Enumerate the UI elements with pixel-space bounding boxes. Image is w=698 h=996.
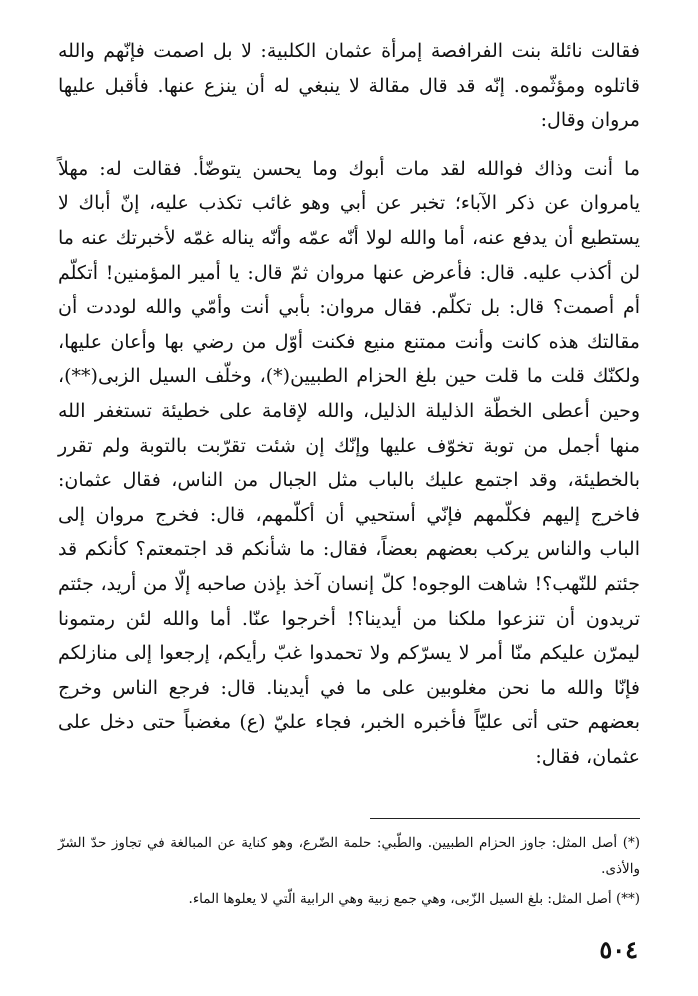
- page-number: ٥٠٤: [599, 935, 638, 964]
- main-text: [58, 34, 640, 774]
- paragraph-2: ما أنت وذاك فوالله لقد مات أبوك وما يحسن يتوضّأ. فقالت له: مهلاً يامروان عن ذكر الآباء؛ تخبر عن أبي وهو غائب تكذب عليه، إنّ أباك لا يستطيع أن يدفع عنه، أما والله لولا أنّه عمّه وأنّه يناله غمّه لأخبرتك عنه ما لن أكذب عليه. قال: فأعرض عنها مروان ثمّ قال: يا أمير المؤمنين! أتكلّم أم أصمت؟ قال: بل تكلّم. فقال مروان: بأبي أنت وأمّي والله لوددت أن مقالتك هذه كانت وأنت ممتنع منيع فكنت أوّل من رضي بها وأعان عليها، ولكنّك قلت ما قلت حين بلغ الحزام الطبيين(*)، وخلّف السيل الزبى(**)، وحين أعطى الخطّة الذليلة الذليل، والله لإقامة على خطيئة تستغفر الله منها أجمل من توبة تخوّف عليها وإنّك إن شئت تقرّبت بالتوبة ولم تقرر بالخطيئة، وقد اجتمع عليك بالباب مثل الجبال من الناس، فقال عثمان: فاخرج إليهم فكلّمهم فإنّي أستحيي أن أكلّمهم، قال: فخرج مروان إلى الباب والناس يركب بعضهم بعضاً، فقال: ما شأنكم قد اجتمعتم؟ كأنكم قد جئتم للنّهب؟! شاهت الوجوه! كلّ إنسان آخذ بإذن صاحبه إلّا من أريد، جئتم تريدون أن تنزعوا ملكنا من أيدينا؟! أخرجوا عنّا. أما والله لئن رمتمونا ليمرّن عليكم منّا أمر لا يسرّكم ولا تحمدوا غبّ رأيكم، إرجعوا إلى منازلكم فإنّا والله ما نحن مغلوبين على ما في أيدينا. قال: فرجع الناس وخرج بعضهم حتى أتى عليّاً فأخبره الخبر، فجاء عليّ (ع) مغضباً حتى دخل على عثمان، فقال:: [58, 157, 640, 768]
- paragraph-1: فقالت نائلة بنت الفرافصة إمرأة عثمان الكلبية: لا بل اصمت فإنّهم والله قاتلوه ومؤثّموه. إنّه قد قال مقالة لا ينبغي له أن ينزع عنها. فأقبل عليها مروان وقال:: [58, 40, 640, 132]
- footnotes: [58, 830, 640, 916]
- footnote-1: (*) أصل المثل: جاوز الحزام الطبيين. والطّبي: حلمة الضّرع، وهو كناية عن المبالغة في تجاوز حدّ الشرّ والأذى.: [58, 835, 640, 877]
- footnote-2: (**) أصل المثل: بلغ السيل الزّبى، وهي جمع زبية وهي الرابية الّتي لا يعلوها الماء.: [188, 891, 640, 907]
- footnote-separator: [370, 818, 640, 819]
